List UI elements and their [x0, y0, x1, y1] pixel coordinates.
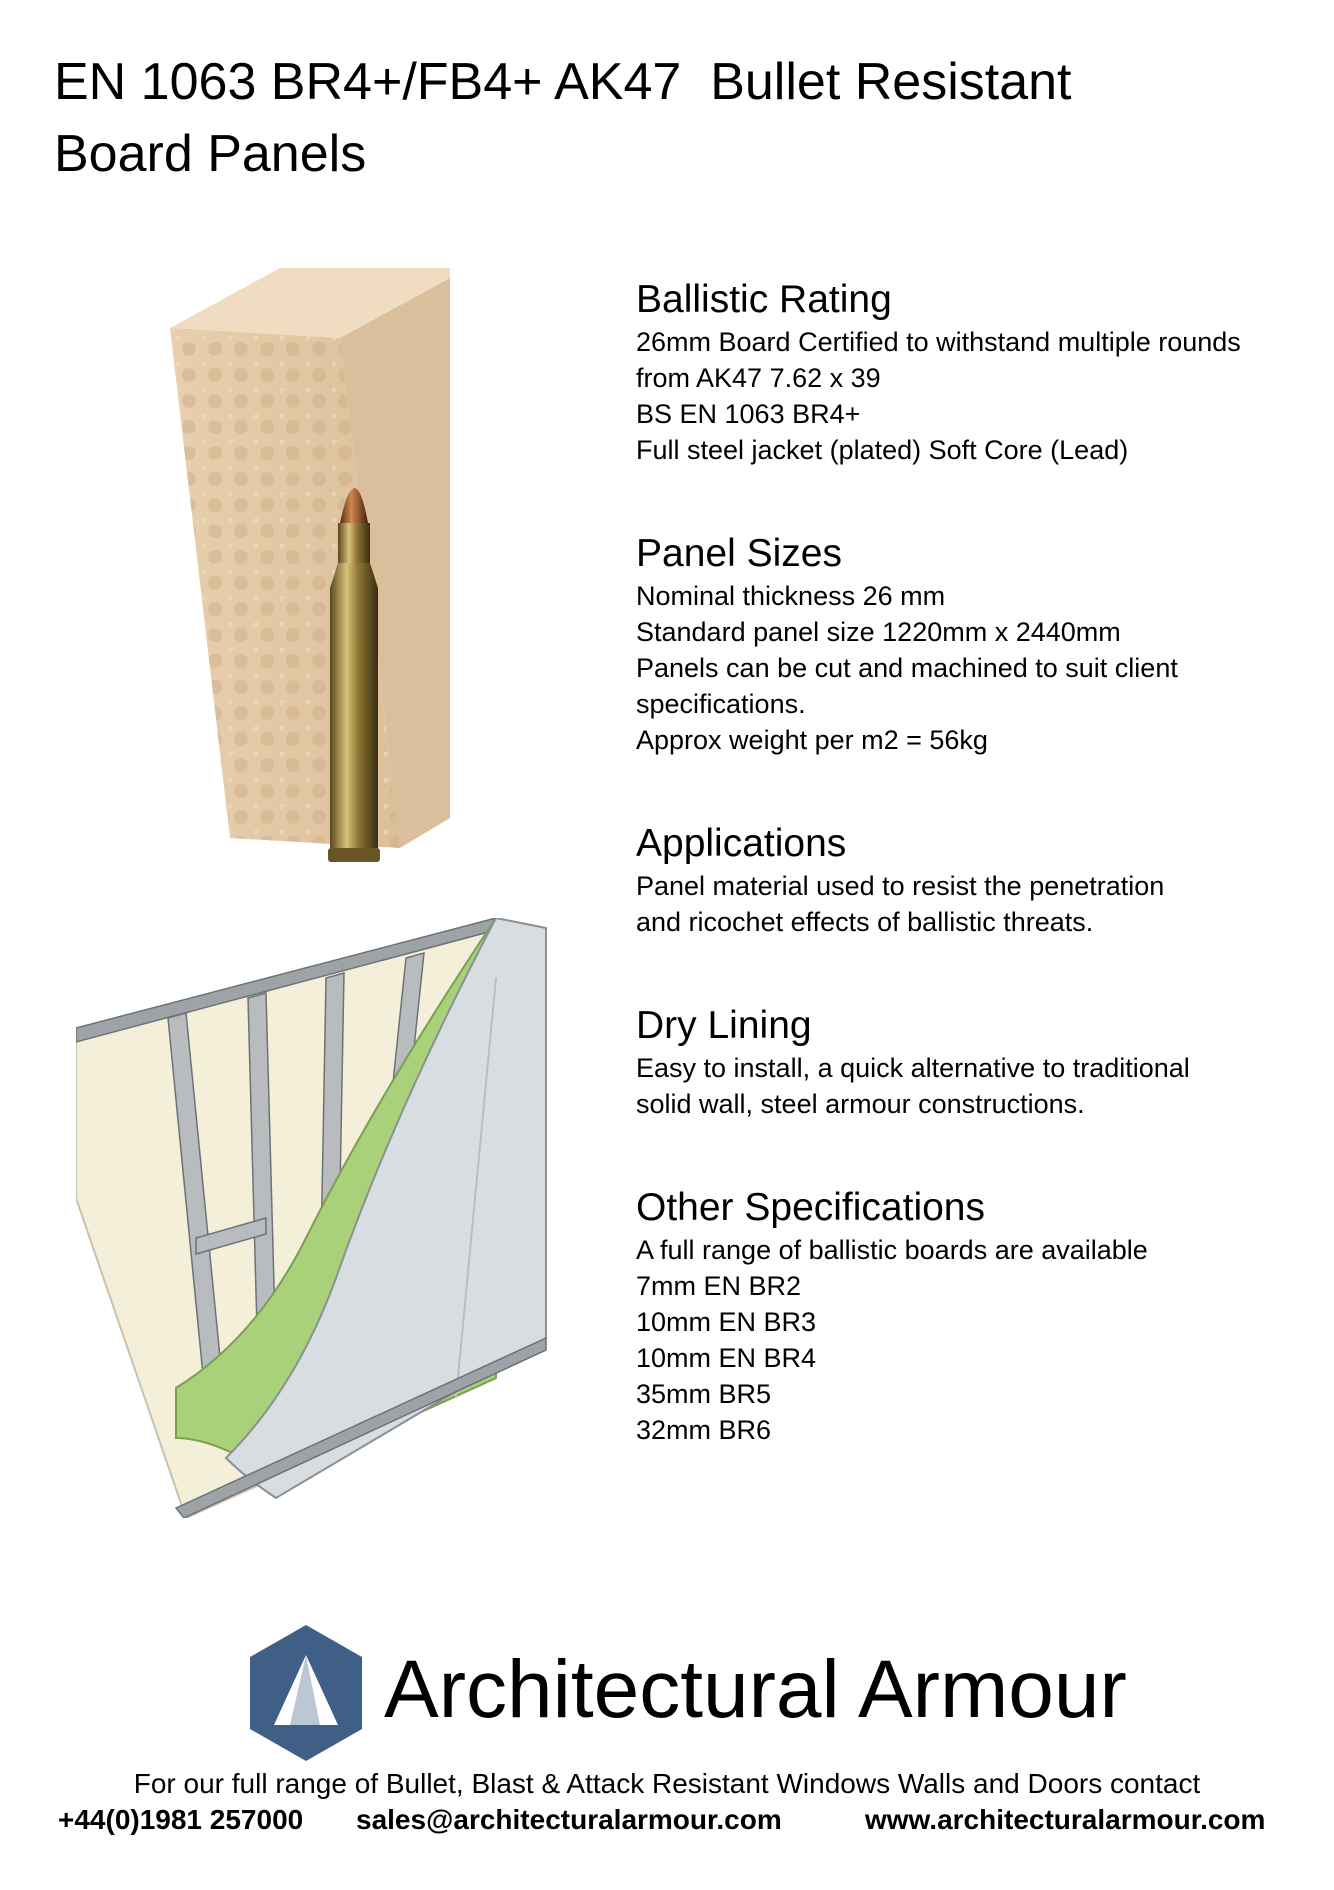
- section-line: 10mm EN BR3: [636, 1307, 817, 1337]
- section-line: Panels can be cut and machined to suit client: [636, 653, 1178, 683]
- contact-line: For our full range of Bullet, Blast & Attack Resistant Windows Walls and Doors contact: [133, 1768, 1201, 1799]
- page-title: [54, 46, 1274, 190]
- email-link[interactable]: sales@architecturalarmour.com: [356, 1804, 782, 1835]
- section-line: specifications.: [636, 689, 806, 719]
- section-dry-lining: [636, 1004, 1316, 1122]
- section-heading: Ballistic Rating: [636, 278, 892, 321]
- section-line: A full range of ballistic boards are available: [636, 1235, 1148, 1265]
- section-line: Full steel jacket (plated) Soft Core (Lead): [636, 435, 1129, 465]
- section-line: Standard panel size 1220mm x 2440mm: [636, 617, 1121, 647]
- website-link[interactable]: www.architecturalarmour.com: [865, 1804, 1266, 1835]
- section-heading: Dry Lining: [636, 1004, 812, 1047]
- section-line: 35mm BR5: [636, 1379, 772, 1409]
- architectural-armour-logo-icon: [250, 1625, 362, 1761]
- section-line: 32mm BR6: [636, 1415, 772, 1445]
- dry-lining-wall-illustration: [76, 918, 576, 1518]
- page-title-line-1: EN 1063 BR4+/FB4+ AK47 Bullet Resistant: [54, 53, 1072, 111]
- section-line: 7mm EN BR2: [636, 1271, 802, 1301]
- brand-name: Architectural Armour: [384, 1644, 1127, 1735]
- phone-number[interactable]: +44(0)1981 257000: [58, 1804, 304, 1835]
- board-and-bullet-illustration: [150, 258, 570, 878]
- section-line: Easy to install, a quick alternative to traditional: [636, 1053, 1190, 1083]
- section-heading: Other Specifications: [636, 1186, 986, 1229]
- section-line: and ricochet effects of ballistic threats.: [636, 907, 1094, 937]
- section-heading: Applications: [636, 822, 847, 865]
- section-line: solid wall, steel armour constructions.: [636, 1089, 1085, 1119]
- section-line: 10mm EN BR4: [636, 1343, 817, 1373]
- section-line: Approx weight per m2 = 56kg: [636, 725, 988, 755]
- section-line: Nominal thickness 26 mm: [636, 581, 946, 611]
- section-panel-sizes: [636, 532, 1316, 758]
- section-line: BS EN 1063 BR4+: [636, 399, 861, 429]
- section-other-specifications: [636, 1186, 1316, 1448]
- section-heading: Panel Sizes: [636, 532, 842, 575]
- section-applications: [636, 822, 1316, 940]
- section-line: from AK47 7.62 x 39: [636, 363, 881, 393]
- section-line: 26mm Board Certified to withstand multiple rounds: [636, 327, 1241, 357]
- section-line: Panel material used to resist the penetration: [636, 871, 1165, 901]
- page-title-line-2: Board Panels: [54, 125, 367, 183]
- section-ballistic-rating: [636, 278, 1316, 468]
